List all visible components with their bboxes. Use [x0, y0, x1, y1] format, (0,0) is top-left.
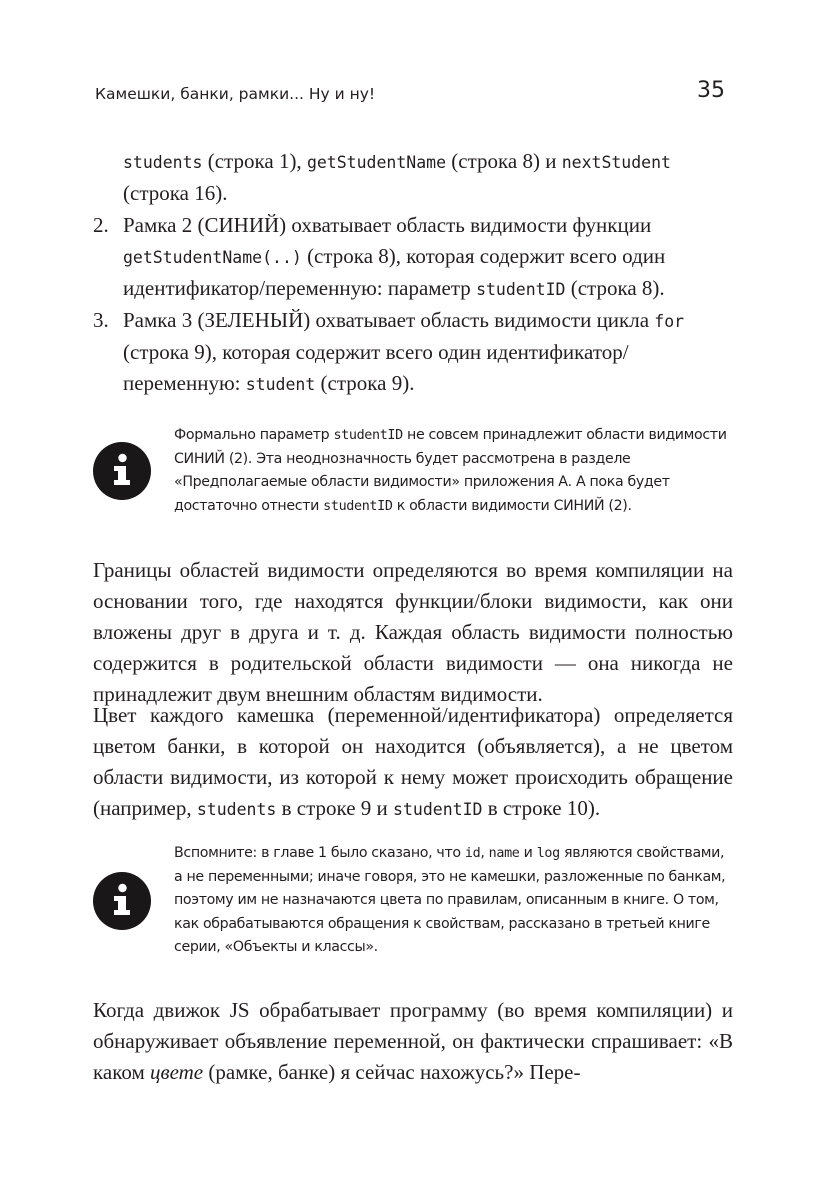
inline-code: studentID	[393, 800, 483, 819]
inline-code: studentID	[323, 498, 393, 514]
list-item-text: Рамка 3 (ЗЕЛЕНЫЙ) охватывает область видимости цикла for (строка 9), которая содержит всего один идентификатор/переменную: student (строка 9).	[123, 308, 685, 395]
emphasis: цвете	[149, 1060, 204, 1084]
body-paragraph: Цвет каждого камешка (переменной/идентификатора) определяется цветом банки, в которой он находится (объявляется), а не цветом области видимости, из которой к нему может происходить обращение (например, students в строке 9 и studentID в строке 10).	[93, 703, 733, 820]
inline-code: name	[488, 846, 520, 861]
inline-code: students	[123, 153, 203, 172]
inline-code: getStudentName(..)	[123, 248, 302, 267]
body-paragraph: Границы областей видимости определяются во время компиляции на основании того, где находятся функции/блоки видимости, как они вложены друг в друга и т. д. Каждая область видимости полностью содержится в родительской области видимости — она никогда не принадлежит двум внешним областям видимости.	[93, 558, 733, 706]
list-item-text: Рамка 2 (СИНИЙ) охватывает область видимости функции getStudentName(..) (строка 8), которая содержит всего один идентификатор/переменную: параметр studentID (строка 8).	[123, 213, 666, 300]
info-note	[93, 842, 733, 960]
list-number: 2.	[93, 213, 109, 237]
inline-code: log	[536, 846, 560, 861]
page-number: 35	[697, 78, 725, 103]
running-title: Камешки, банки, рамки... Ну и ну!	[95, 85, 376, 103]
inline-code: student	[245, 375, 316, 394]
inline-code: nextStudent	[561, 153, 671, 172]
note-text: Вспомните: в главе 1 было сказано, что id, name и log являются свойствами, а не переменными; иначе говоря, это не камешки, разложенные по банкам, поэтому им не назначаются цвета по правилам, описанным в книге. О том, как обрабатываются обращения к свойствам, рассказано в третьей книге серии, «Объекты и классы».	[174, 845, 726, 955]
list-item-continuation: students (строка 1), getStudentName (строка 8) и nextStudent (строка 16).	[123, 149, 671, 205]
inline-code: id	[464, 846, 481, 861]
inline-code: studentID	[476, 280, 566, 299]
inline-code: for	[654, 312, 685, 331]
inline-code: getStudentName	[306, 153, 447, 172]
info-note	[93, 424, 733, 518]
info-icon	[93, 442, 151, 500]
inline-code: studentID	[333, 428, 403, 443]
list-number: 3.	[93, 308, 109, 332]
info-icon	[93, 872, 151, 930]
list-item	[93, 210, 733, 305]
inline-code: students	[196, 800, 277, 819]
list-item	[93, 305, 733, 400]
note-text: Формально параметр studentID не совсем принадлежит области видимости СИНИЙ (2). Эта неоднозначность будет рассмотрена в разделе «Предполагаемые области видимости» приложения А. А пока будет достаточно отнести studentID к области видимости СИНИЙ (2).	[174, 427, 727, 514]
body-paragraph: Когда движок JS обрабатывает программу (во время компиляции) и обнаруживает объявление переменной, он фактически спрашивает: «В каком цвете (рамке, банке) я сейчас нахожусь?» Пере-	[93, 998, 733, 1084]
